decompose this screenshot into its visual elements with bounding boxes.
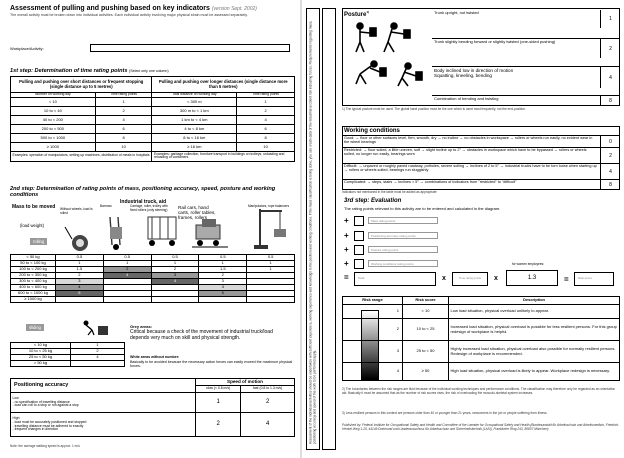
table-cell[interactable]: 2 [199, 273, 247, 279]
workplace-input[interactable] [90, 44, 290, 52]
vertical-notes-frame [322, 8, 336, 450]
grey-areas-title: Grey areas: [130, 324, 153, 329]
table-cell[interactable]: 0.5 [247, 255, 295, 261]
risk-table [342, 296, 620, 381]
table-cell[interactable]: 2 [241, 393, 295, 413]
table-cell: ≥ 16 km [152, 142, 237, 151]
table-cell: 200 to < 300 kg [11, 273, 56, 279]
table-cell[interactable]: 5 [56, 291, 104, 297]
table-cell[interactable]: 4 [95, 115, 152, 124]
table-row [11, 393, 295, 413]
example-text: Examples: garbage collection, furniture transport in buildings on trolleys, unloading and reloading of containers [152, 151, 295, 161]
table-cell: 4 [343, 363, 403, 381]
table-cell[interactable] [247, 297, 295, 303]
table-cell[interactable]: 3 [56, 279, 104, 285]
posture-row-4: Combination of bending and twisting [432, 95, 600, 106]
risk-footnote-2: 3) Less resilient persons in this context are persons older than 40 or younger than 21 years, newcomers in the job or people suffering from illness. [342, 411, 548, 415]
table-cell[interactable]: 0.5 [151, 255, 199, 261]
table-cell: 8 to < 16 km [152, 133, 237, 142]
plus-icon: + [344, 245, 349, 254]
table-cell: 600 to < 1000 kg [11, 291, 56, 297]
table-cell[interactable]: 4 [199, 285, 247, 291]
table-cell: 10 to < 25 [403, 319, 449, 341]
table-cell[interactable]: 0.5 [103, 255, 151, 261]
posture-title: Posture$^{1)}$ [344, 10, 370, 18]
pos-desc: - no specification of travelling distance - load can roll to a stop or run against a stop [12, 399, 79, 408]
rail-cart-icon [192, 219, 228, 247]
factor-label: for women employees: [512, 262, 545, 266]
table-cell[interactable]: 10 [237, 142, 295, 151]
table-cell: 500 to < 1000 [11, 133, 96, 142]
table-row [11, 142, 295, 151]
subheader: Total distance on working day [152, 93, 237, 98]
risk-head: Description [449, 297, 620, 305]
table-row [11, 133, 295, 142]
table-row [11, 106, 295, 115]
table-cell[interactable]: 1 [199, 261, 247, 267]
table-cell: 1 [343, 305, 403, 319]
plus-icon: + [344, 259, 349, 268]
table-cell: < 10 kg [11, 343, 71, 349]
risk-score-label: Risk score [578, 276, 593, 280]
vertical-notes-text: Assessment of the individual activities should be undertaken with sufficient experience, working experience and knowledge in the position and working conditions. If the mass classification is being done, you can create data of the industrial accident risk indicating forces. Requirements regarding mass, positioning accuracy and speed of the work to be performed apply. [308, 20, 316, 444]
sliding-label: sliding [26, 324, 44, 331]
subheader: Time rating points [237, 93, 295, 98]
equals-icon: = [344, 273, 349, 282]
industrial-truck-label: Industrial truck, aid [120, 199, 167, 205]
wc-score-difficult[interactable]: 4 [600, 163, 620, 179]
table-cell[interactable] [56, 297, 104, 303]
evaluation-subtitle: The rating points relevant to this activity are to be entered and calculated in the diagram. [344, 206, 501, 211]
intro-text: The overall activity must be broken down into individual activities. Each individual activity involving major physical strain must be assessed separately. [10, 13, 248, 17]
table-cell[interactable]: 3 [199, 279, 247, 285]
factor-value: 1.3 [506, 270, 558, 286]
table-cell: 200 to < 500 [11, 124, 96, 133]
risk-head: Risk range [343, 297, 403, 305]
table-cell[interactable]: 2 [237, 106, 295, 115]
table-cell[interactable]: 1 [196, 393, 241, 413]
risk-footnote: 2) The boundaries between the risk ranges are fluid because of the individual working techniques and performance conditions. The classification may therefore only be regarded as an orientation aid. Basically it must be assumed that as the number of risk scores rises, the risk of overloading the musculo-skeletal system increases. [342, 387, 616, 395]
white-areas-title: White areas without number: [130, 355, 180, 359]
table-cell: 3 [343, 341, 403, 363]
table-row [343, 341, 620, 363]
positioning-points-input[interactable] [354, 231, 364, 241]
wc-row-restricted: Restricted: → floor soiled, a little uneven, soft → slight incline up to 2° → obstacles in workspace which have to be bypassed → rollers or wheels soiled, no longer run easily, bearings worn [342, 147, 600, 163]
device-label: Rail cars, hand carts, roller tables, frames, rollers [178, 205, 216, 220]
table-cell[interactable] [103, 297, 151, 303]
table-cell[interactable] [151, 297, 199, 303]
wc-row-difficult: Difficult: → unpaved or roughly paved roadway, potholes, severe soiling → inclines of 2 to 5° → industrial trucks have to be torn loose when starting up → rollers or wheels soiled, bearings run sluggishly [342, 163, 600, 179]
workplace-label: Workplace/Activity: [10, 46, 44, 51]
speed-col-slow: slow (< 0.8 m/s) [196, 386, 241, 393]
table-cell: < 50 kg [11, 255, 56, 261]
manipulator-icon [254, 209, 286, 249]
table-row [343, 319, 620, 341]
step2-heading: 2nd step: Determination of rating points of mass, positioning accuracy, speed, posture and working conditions [10, 186, 276, 198]
table-cell[interactable]: 2 [196, 413, 241, 437]
table-cell[interactable]: 1 [103, 261, 151, 267]
posture-figures [346, 18, 430, 104]
leaning-person-icon [384, 23, 410, 52]
rolling-label: rolling [30, 238, 47, 245]
risk-head: Risk score [403, 297, 449, 305]
pos-label: High [12, 415, 20, 420]
table-cell[interactable]: 1.5 [56, 267, 104, 273]
table-cell: 100 to < 200 kg [11, 267, 56, 273]
table-cell: 25 to < 50 [403, 341, 449, 363]
posture-row-3: Body inclined low in direction of motion Squatting, kneeling, bending [432, 66, 600, 88]
col1-header: Pulling and pushing over short distances or frequent stopping (single distance up to 5 metres) [11, 77, 152, 93]
crouching-person-icon [398, 63, 422, 86]
pos-desc: - load must be accurately positioned and stopped - travelling distance must be adhered to exactly - frequent changes in direction [12, 419, 87, 432]
table-cell[interactable]: 4 [237, 115, 295, 124]
table-cell[interactable]: 0.5 [56, 255, 104, 261]
table-cell[interactable]: 4 [241, 413, 295, 437]
table-cell: 10 to < 40 [11, 106, 96, 115]
table-cell[interactable]: 4 [103, 273, 151, 279]
table-cell[interactable]: 6 [237, 124, 295, 133]
sliding-person-icon [80, 320, 112, 336]
table-cell: 4 to < 8 km [152, 124, 237, 133]
equals-icon: = [564, 275, 569, 284]
table-cell[interactable]: 8 [237, 133, 295, 142]
table-row [343, 305, 620, 319]
pos-high-cell [11, 413, 196, 437]
table-cell: ≥ 1000 kg [11, 297, 56, 303]
table-cell[interactable]: 6 [95, 124, 152, 133]
posture-row-2: Trunk slightly bending forward or slightly twisted (one-sided pushing) [432, 38, 600, 58]
table-cell: 40 to < 200 [11, 115, 96, 124]
table-cell[interactable]: 1 [237, 97, 295, 106]
table-cell: 50 to < 100 kg [11, 261, 56, 267]
working-conditions-title: Working conditions [344, 128, 400, 134]
device-label: Barrows [100, 204, 112, 208]
posture-score-2[interactable]: 2 [600, 38, 620, 58]
table-cell[interactable]: 1 [95, 97, 152, 106]
multiply-icon: x [442, 275, 446, 282]
table-row [11, 97, 295, 106]
table-row [343, 363, 620, 381]
wc-score-good[interactable]: 0 [600, 135, 620, 147]
table-row [11, 124, 295, 133]
white-areas-text: Basically to be avoided because the necessary action forces can easily exceed the maximum physical forces. [130, 360, 293, 369]
posture-note: 1) The typical posture must be used. The global hand position must be the one which is used most frequently, not the end-position. [342, 107, 526, 111]
table-cell: 1 km to < 4 km [152, 115, 237, 124]
table-cell[interactable]: 4 [71, 355, 125, 361]
mass-rolling-table [10, 254, 295, 303]
wc-score-restricted[interactable]: 2 [600, 147, 620, 163]
speed-title: Speed of motion [196, 379, 295, 386]
table-cell[interactable]: 1 [71, 343, 125, 349]
table-cell: < 300 m [152, 97, 237, 106]
table-cell: < 10 [403, 305, 449, 319]
posture-score-1[interactable]: 1 [600, 10, 620, 28]
page-two [302, 0, 624, 458]
mass-label: Mass to be moved [12, 204, 56, 210]
table-cell: High load situation, physical overload is likely to appear. Workplace redesign is necessary. [449, 363, 620, 381]
wc-score-complicated[interactable]: 8 [600, 179, 620, 190]
page-one [0, 0, 300, 458]
conditions-points-input[interactable] [354, 259, 364, 269]
table-cell[interactable]: 1 [247, 267, 295, 273]
version-label: (version Sept. 2002) [211, 6, 257, 12]
posture-row-1: Trunk upright, not twisted [434, 10, 479, 15]
table-cell: 300 to < 400 kg [11, 279, 56, 285]
wc-row-good: Good: → floor or other surfaces level, firm, smooth, dry → no incline → no obstacles in workspace → rollers or wheels run easily, no evident wear in the wheel bearings [342, 135, 600, 147]
mass-points-input[interactable] [354, 216, 364, 226]
pos-note: Note: the average walking speed is approx. 1 m/s [10, 444, 80, 448]
table-cell: > 50 kg [11, 361, 71, 367]
sliding-table [10, 342, 125, 367]
upright-person-icon [356, 23, 376, 52]
multiply-icon: x [494, 275, 498, 282]
bent-person-icon [356, 61, 386, 84]
device-label: Manipulators, rope balancers [248, 204, 290, 208]
evaluation-title: 3rd step: Evaluation [344, 198, 402, 204]
table-cell: 400 to < 600 kg [11, 285, 56, 291]
table-cell: 25 to < 50 kg [11, 355, 71, 361]
table-cell[interactable]: 2 [95, 106, 152, 115]
table-cell[interactable]: 8 [95, 133, 152, 142]
speed-col-fast: fast (0.8 to 1.3 m/s) [241, 386, 295, 393]
step1-note: (Select only one column) [129, 69, 169, 73]
wc-row-complicated: Complicated: → steps, stairs → inclines > 5° → combinations of indicators from "restricted" to "difficult" [342, 179, 600, 190]
table-cell[interactable]: 3 [151, 273, 199, 279]
rolled-load-icon [65, 227, 88, 251]
eval-row-label: Mass rating points [368, 217, 438, 224]
table-cell[interactable]: 2 [103, 267, 151, 273]
barrow-icon [110, 217, 122, 250]
table-cell: < 10 [11, 97, 96, 106]
table-cell: Increased load situation, physical overload is possible for less resilient persons. For this group redesign of workplace is helpful. [449, 319, 620, 341]
example-text: Examples: operation of manipulators, setting up machines, distribution of meals in hospitals [11, 151, 152, 161]
table-cell[interactable] [71, 361, 125, 367]
sum-label: Total [358, 276, 365, 280]
table-cell[interactable]: 1.5 [199, 267, 247, 273]
table-cell[interactable] [199, 297, 247, 303]
sum-input[interactable] [354, 272, 436, 286]
col2-header: Pulling and pushing over longer distances (single distance more than 5 metres) [152, 77, 295, 93]
table-cell[interactable]: 1 [56, 261, 104, 267]
table-cell: 2 [343, 319, 403, 341]
positioning-table [10, 378, 295, 437]
table-cell: 300 m to < 1 km [152, 106, 237, 115]
page-title: Assessment of pulling and pushing based on key indicators (version Sept. 2002) [10, 5, 257, 12]
vertical-notes [306, 8, 320, 450]
critical-text: Critical because a check of the movement of industrial truck/load depends very much on skill and physical strength. [130, 329, 273, 341]
trolley-icon [148, 217, 176, 246]
table-cell[interactable]: 4 [151, 279, 199, 285]
table-cell[interactable]: 2 [56, 273, 104, 279]
table-cell: 10 to < 25 kg [11, 349, 71, 355]
table-cell[interactable]: 1 [151, 261, 199, 267]
device-label: Carriage, roller, trolley with fixed rollers (only steering) [130, 204, 168, 212]
eval-row-label: Posture rating points [368, 246, 438, 253]
table-row [11, 115, 295, 124]
time-points-label: Time rating points [458, 276, 482, 280]
mass-sub-label: (load weight) [20, 223, 44, 228]
subheader: Number on working day [11, 93, 96, 98]
table-cell[interactable]: 1 [247, 261, 295, 267]
pos-low-cell [11, 393, 196, 413]
table-cell[interactable]: 2 [151, 267, 199, 273]
table-cell[interactable]: 0.5 [199, 255, 247, 261]
pos-label: Low [12, 395, 19, 400]
wc-note: Indicators not mentioned in the table must be added as appropriate [342, 190, 437, 194]
posture-points-input[interactable] [354, 245, 364, 255]
table-cell: ≥ 50 [403, 363, 449, 381]
table-cell: Low load situation, physical overload unlikely to appear. [449, 305, 620, 319]
step1-heading: 1st step: Determination of time rating points (Select only one column) [10, 68, 169, 74]
eval-row-label: Positioning accuracy rating points [368, 232, 438, 239]
table-cell[interactable]: 5 [199, 291, 247, 297]
eval-row-label: Working conditions rating points [368, 260, 438, 267]
plus-icon: + [344, 216, 349, 225]
positioning-title: Positioning accuracy [11, 379, 196, 393]
time-rating-table [10, 76, 295, 162]
table-cell[interactable]: 2 [71, 349, 125, 355]
device-label: Without wheels, load is rolled [60, 207, 93, 215]
table-cell[interactable]: 10 [95, 142, 152, 151]
table-cell[interactable]: 4 [56, 285, 104, 291]
posture-score-3[interactable]: 4 [600, 66, 620, 88]
table-row [11, 413, 295, 437]
plus-icon: + [344, 231, 349, 240]
table-cell: ≥ 1000 [11, 142, 96, 151]
publisher-text: Published by: Federal Institute for Occupational Safety and Health and Committee of the Laender for Occupational Safety and Health (Bundesanstalt für Arbeitsschutz und Arbeitsmedizin, Friedrich-Henkel-Weg 1-25, 44149 Dortmund und Länderausschuss für Arbeitsschutz und Sicherheitstechnik (LASI), Frankfurter Ring 243, 80807 München) [342, 423, 620, 431]
subheader: Time rating points [95, 93, 152, 98]
posture-score-4[interactable]: 8 [600, 95, 620, 106]
table-cell: Highly increased load situation, physical overload also possible for normally resilient persons. Redesign of workplace is recommended. [449, 341, 620, 363]
